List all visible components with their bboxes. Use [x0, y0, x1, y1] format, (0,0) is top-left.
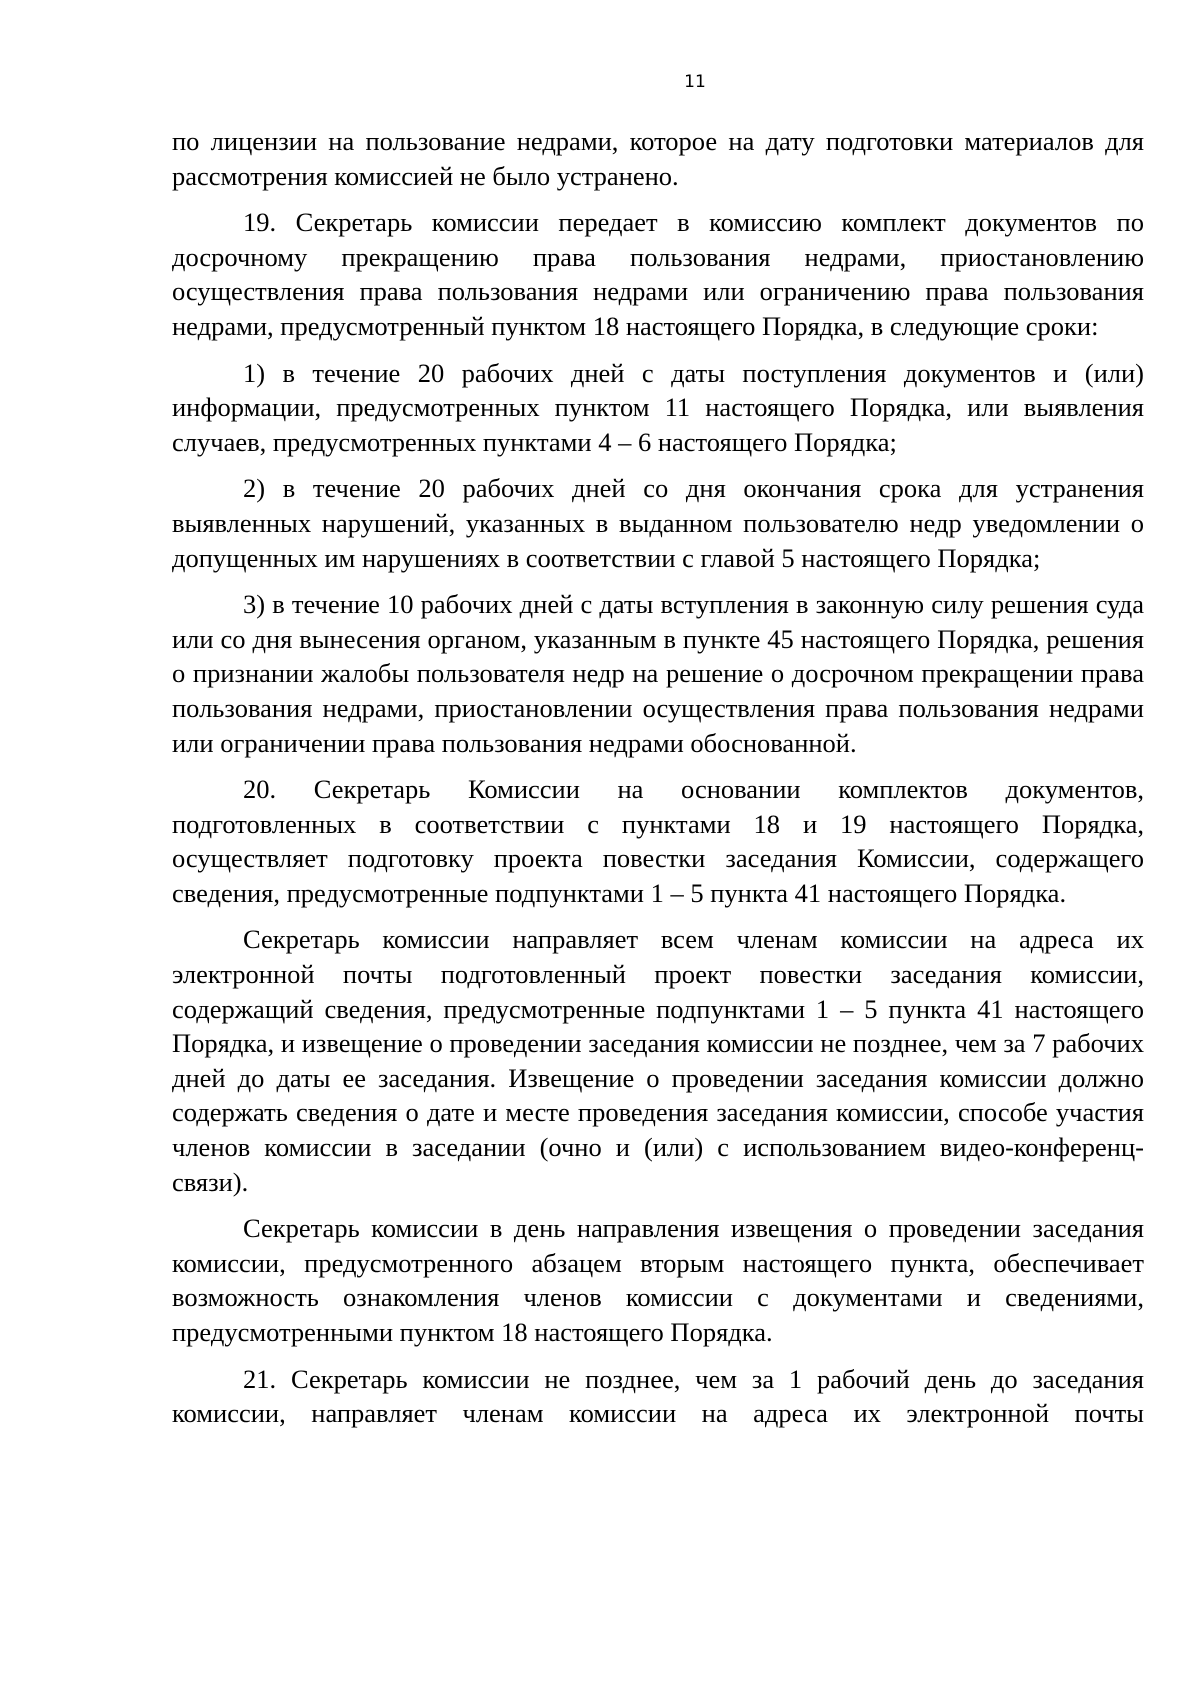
paragraph-item-19: 19. Секретарь комиссии передает в комиссию комплект документов по досрочному прекращению права пользования недрами, приостановлению осуществления права пользования недрами или ограничению права пользования недрами, предусмотренный пунктом 18 настоящего Порядка, в следующие сроки: [172, 207, 1144, 341]
paragraph-subitem-2: 2) в течение 20 рабочих дней со дня окончания срока для устранения выявленных нарушений, указанных в выданном пользователю недр уведомлении о допущенных им нарушениях в соответствии с главой 5 настоящего Порядка; [172, 473, 1144, 573]
paragraph-subitem-1: 1) в течение 20 рабочих дней с даты поступления документов и (или) информации, предусмотренных пунктом 11 настоящего Порядка, или выявления случаев, предусмотренных пунктами 4 – 6 настоящего Порядка; [172, 357, 1144, 457]
paragraph-item-20-part-3: Секретарь комиссии в день направления извещения о проведении заседания комиссии, предусмотренного абзацем вторым настоящего пункта, обеспечивает возможность ознакомления членов комиссии с документами и сведениями, предусмотренными пунктом 18 настоящего Порядка. [172, 1213, 1144, 1347]
document-body [172, 124, 1144, 1443]
page-number: 11 [684, 72, 706, 92]
paragraph-item-20-part-2: Секретарь комиссии направляет всем членам комиссии на адреса их электронной почты подготовленный проект повестки заседания комиссии, содержащий сведения, предусмотренные подпунктами 1 – 5 пункта 41 настоящего Порядка, и извещение о проведении заседания комиссии не позднее, чем за 7 рабочих дней до даты ее заседания. Извещение о проведении заседания комиссии должно содержать сведения о дате и месте проведения заседания комиссии, способе участия членов комиссии в заседании (очно и (или) с использованием видео-конференц-связи). [172, 924, 1144, 1197]
paragraph-item-21: 21. Секретарь комиссии не позднее, чем за 1 рабочий день до заседания комиссии, направляет членам комиссии на адреса их электронной почты [172, 1363, 1144, 1429]
paragraph-continuation: по лицензии на пользование недрами, которое на дату подготовки материалов для рассмотрения комиссией не было устранено. [172, 126, 1144, 191]
paragraph-subitem-3: 3) в течение 10 рабочих дней с даты вступления в законную силу решения суда или со дня вынесения органом, указанным в пункте 45 настоящего Порядка, решения о признании жалобы пользователя недр на решение о досрочном прекращении права пользования недрами, приостановлении осуществления права пользования недрами или ограничении права пользования недрами обоснованной. [172, 589, 1144, 758]
paragraph-item-20: 20. Секретарь Комиссии на основании комплектов документов, подготовленных в соответствии с пунктами 18 и 19 настоящего Порядка, осуществляет подготовку проекта повестки заседания Комиссии, содержащего сведения, предусмотренные подпунктами 1 – 5 пункта 41 настоящего Порядка. [172, 774, 1144, 908]
